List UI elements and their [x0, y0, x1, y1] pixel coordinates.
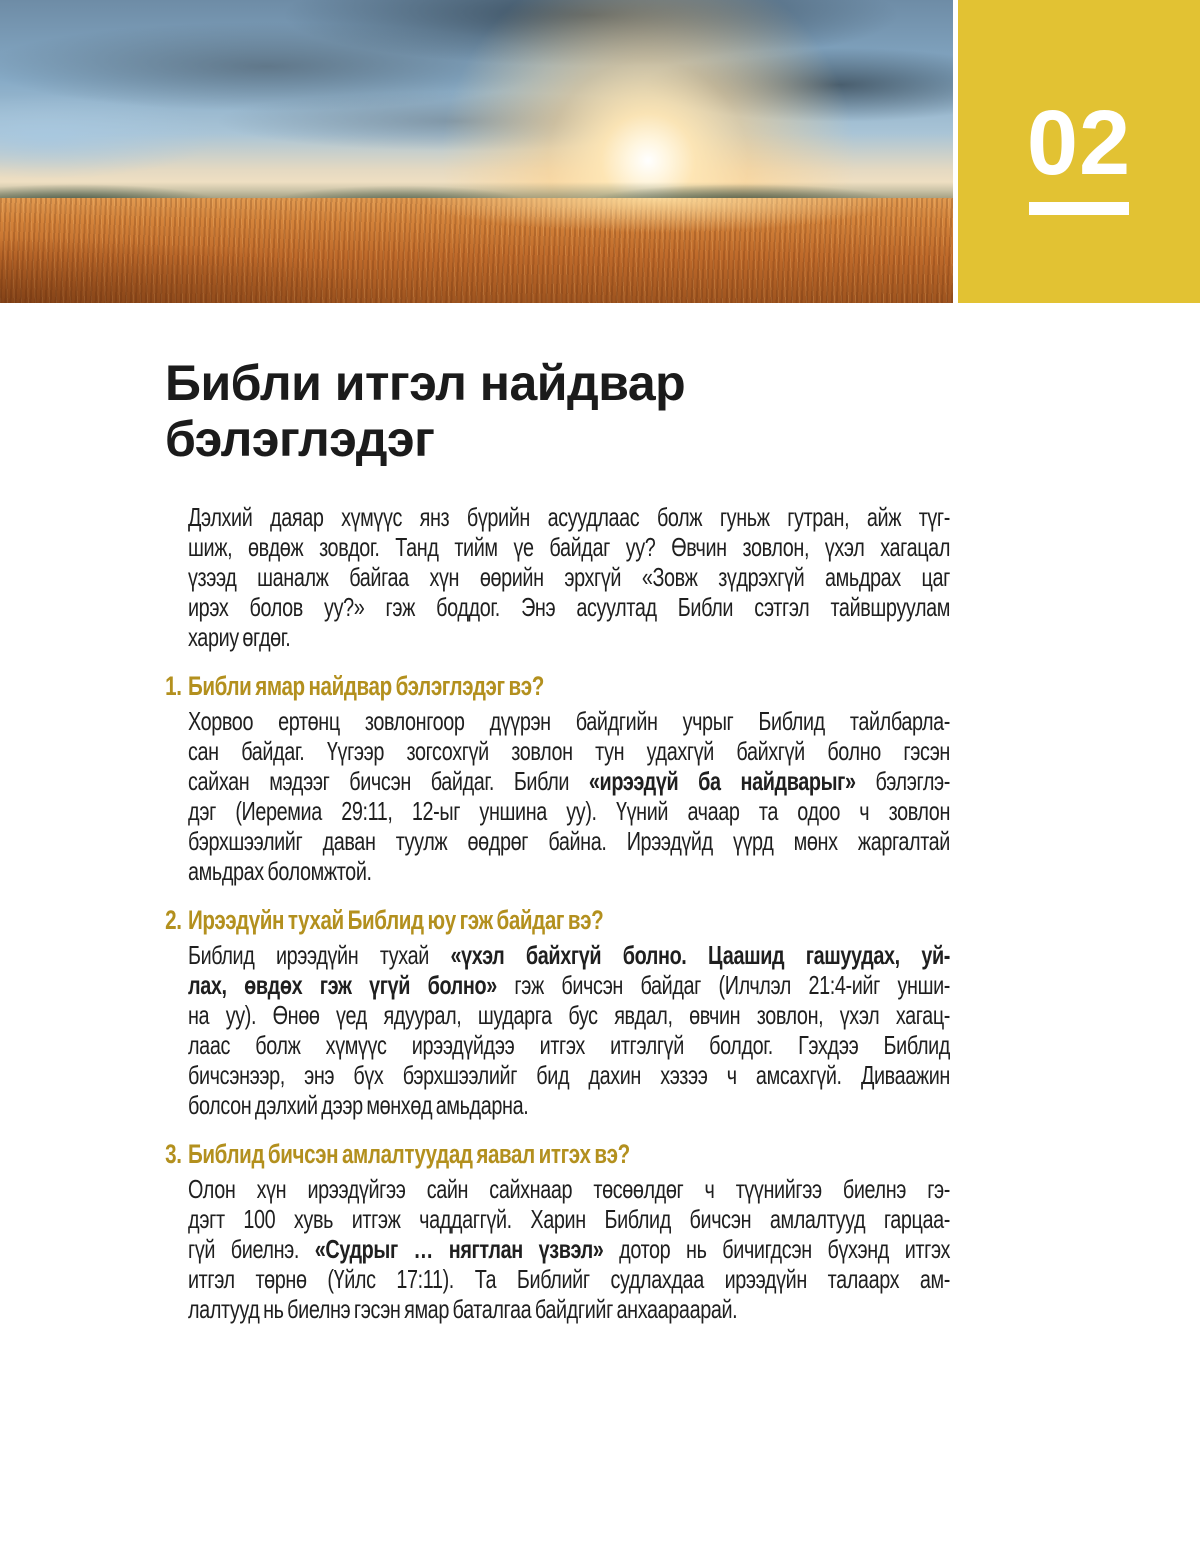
numbered-section: [165, 904, 950, 1120]
page-content: [0, 303, 1200, 1324]
paragraph-line: бэрхшээлийг даван туулж өөдрөг байна. Ирээдүйд үүрд мөнх жаргалтай: [188, 826, 950, 856]
section-paragraph: [188, 1174, 950, 1324]
paragraph-line: ирэх болов уу?» гэж боддог. Энэ асуултад Библи сэтгэл тайвшруулам: [188, 592, 950, 622]
chapter-number: 02: [1026, 92, 1132, 194]
section-heading-label: Библи ямар найдвар бэлэглэдэг вэ?: [188, 671, 544, 701]
section-heading-number: 2.: [165, 905, 182, 935]
page-title-line-1: Библи итгэл найдвар: [165, 355, 686, 411]
section-heading-number: 1.: [165, 671, 182, 701]
sections-container: [165, 670, 950, 1324]
paragraph-line: амьдрах боломжтой.: [188, 856, 372, 886]
paragraph-line: Олон хүн ирээдүйгээ сайн сайхнаар төсөөлдөг ч түүнийгээ биелнэ гэ-: [188, 1174, 950, 1204]
section-heading: [165, 670, 950, 702]
section-heading: [165, 1138, 950, 1170]
paragraph-line: сайхан мэдээг бичсэн байдаг. Библи «ирээдүй ба найдварыг» бэлэглэ-: [188, 766, 950, 796]
paragraph-line: на уу). Өнөө үед ядуурал, шударга бус явдал, өвчин зовлон, үхэл хагац-: [188, 1000, 950, 1030]
paragraph-line: гүй биелнэ. «Судрыг … нягтлан үзвэл» дотор нь бичигдсэн бүхэнд итгэх: [188, 1234, 950, 1264]
text-column: [165, 502, 950, 1324]
page-title: [165, 355, 1200, 467]
paragraph-line: Дэлхий даяар хүмүүс янз бүрийн асуудлаас болж гуньж гутран, айж түг-: [188, 502, 950, 532]
hero-photo-wheat-field-sunset: [0, 0, 953, 303]
section-paragraph: [188, 940, 950, 1120]
section-heading-label: Библид бичсэн амлалтуудад яавал итгэх вэ?: [188, 1139, 630, 1169]
intro-paragraph: [188, 502, 950, 652]
section-heading: [165, 904, 950, 936]
chapter-badge-inner: [958, 92, 1200, 215]
paragraph-line: итгэл төрнө (Үйлс 17:11). Та Библийг судлахдаа ирээдүйн талаарх ам-: [188, 1264, 950, 1294]
hero-photo-wheat-field: [0, 198, 953, 303]
paragraph-line: бичсэнээр, энэ бүх бэрхшээлийг бид дахин хэзээ ч амсахгүй. Диваажин: [188, 1060, 950, 1090]
page-title-line-2: бэлэглэдэг: [165, 411, 435, 467]
paragraph-line: үзээд шаналж байгаа хүн өөрийн эрхгүй «Зовж зүдрэхгүй амьдрах цаг: [188, 562, 950, 592]
chapter-badge: [958, 0, 1200, 303]
paragraph-line: болсон дэлхий дээр мөнхөд амьдарна.: [188, 1090, 529, 1120]
paragraph-line: шиж, өвдөж зовдог. Танд тийм үе байдаг уу? Өвчин зовлон, үхэл хагацал: [188, 532, 950, 562]
paragraph-line: Хорвоо ертөнц зовлонгоор дүүрэн байдгийн учрыг Библид тайлбарла-: [188, 706, 950, 736]
section-heading-label: Ирээдүйн тухай Библид юу гэж байдаг вэ?: [188, 905, 604, 935]
paragraph-line: дэг (Иеремиа 29:11, 12-ыг уншина уу). Үүний ачаар та одоо ч зовлон: [188, 796, 950, 826]
paragraph-line: лах, өвдөх гэж үгүй болно» гэж бичсэн байдаг (Илчлэл 21:4-ийг унши-: [188, 970, 950, 1000]
paragraph-line: дэгт 100 хувь итгэж чаддаггүй. Харин Библид бичсэн амлалтууд гарцаа-: [188, 1204, 950, 1234]
paragraph-line: лаас болж хүмүүс ирээдүйдээ итгэх итгэлгүй болдог. Гэхдээ Библид: [188, 1030, 950, 1060]
paragraph-line: Библид ирээдүйн тухай «үхэл байхгүй болно. Цаашид гашуудах, уй-: [188, 940, 950, 970]
paragraph-line: сан байдаг. Үүгээр зогсохгүй зовлон тун удахгүй байхгүй болно гэсэн: [188, 736, 950, 766]
paragraph-line: хариу өгдөг.: [188, 622, 291, 652]
numbered-section: [165, 1138, 950, 1324]
chapter-underline-bar: [1029, 202, 1129, 215]
section-paragraph: [188, 706, 950, 886]
numbered-section: [165, 670, 950, 886]
section-heading-number: 3.: [165, 1139, 182, 1169]
paragraph-line: лалтууд нь биелнэ гэсэн ямар баталгаа байдгийг анхаараарай.: [188, 1294, 738, 1324]
